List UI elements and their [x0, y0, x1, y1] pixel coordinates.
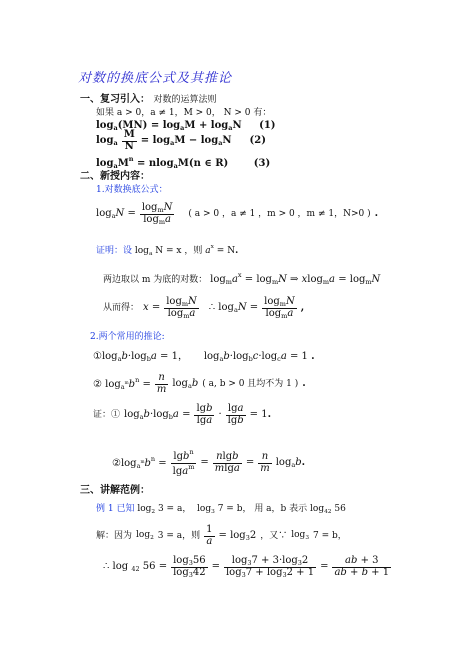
formula-condition: ( a > 0 ，a ≠ 1 ，m > 0 ，m ≠ 1，N>0 ): [188, 208, 371, 219]
item1-title: 1.对数换底公式：: [96, 185, 168, 195]
rule-condition: 如果 a > 0，a ≠ 1，M > 0， N > 0 有：: [96, 108, 272, 118]
proof2-prefix: 证：①: [93, 409, 121, 420]
solution-line: 解：因为 $\log_2$ 3 = a，则 $\frac{1}{a}$ = $\log_32$ ，又∵ $\log_3$ 7 = b，: [96, 524, 347, 547]
example-1: 例 1 已知 $\log_2 3 = a$， $\log_3 7 = b$， 用 a，b 表示 $\log_{42} 56$: [96, 504, 346, 515]
thus-line: 从而得： x = $\frac{\log_mN}{\log_ma}$ ∴ $\log_aN$ = $\frac{\log_mN}{\log_ma}$ ,: [103, 296, 305, 320]
both-sides-line: 两边取以 m 为底的对数： $\log_ma^x = \log_mN$ ⇒ $xlog_ma = \log_mN$: [103, 271, 381, 286]
corollary-proof-2: $②\log_{a^m}b^n$ = $\frac{\lg b^n}{\lg a^m}$ = $\frac{nlgb}{mlga}$ = $\frac{n}{m}$ $\log_ab$.: [112, 448, 306, 477]
section1-heading-text: 一、复习引入：: [80, 94, 150, 105]
proof-prefix: 证明：设: [96, 246, 133, 256]
solution-mid2: ，又∵: [260, 530, 288, 541]
proof-line: 证明：设 $\log_a N = x$ ，则 $a^x = N$.: [96, 244, 239, 257]
rule-3-label: (3): [253, 158, 271, 169]
corollary-2: ② $\log_{a^m}b^n$ = $\frac{n}{m}$ $\log_ab$ ( a, b > 0 且均不为 1 ) .: [93, 372, 306, 395]
section1-subtitle: 对数的运算法则: [153, 95, 217, 105]
corollary-proof-1: 证：① $\log_ab\cdot\log_ba$ = $\frac{\lg b}{\lg a}$ · $\frac{\lg a}{\lg b}$ = 1.: [93, 403, 272, 426]
section2-heading: 二、新授内容：: [80, 171, 150, 182]
change-of-base-formula: $\log_aN$ = $\frac{\log_mN}{\log_ma}$ ( a > 0 ，a ≠ 1 ，m > 0 ，m ≠ 1，N>0 ) .: [96, 202, 379, 226]
item2-title: 2.两个常用的推论:: [90, 332, 165, 342]
proof-mid: N = x ，则: [155, 246, 203, 256]
section1-heading: [80, 95, 217, 105]
example-mid2: 7 = b， 用 a，b 表示: [217, 504, 308, 514]
example-prefix: 例 1 已知: [96, 504, 135, 514]
solution-end: 7 = b，: [313, 530, 347, 541]
thus-text: 从而得：: [103, 302, 140, 313]
corollary-2-note: ( a, b > 0 且均不为 1 ): [202, 378, 299, 389]
solution-prefix: 解：因为: [96, 530, 133, 541]
rule-1-label: (1): [259, 120, 276, 131]
rule-1: $\log_a(MN) = \log_aM + \log_aN$ (1): [96, 120, 276, 132]
section3-heading: 三、讲解范例：: [80, 485, 150, 496]
rule-2-label: (2): [249, 135, 266, 146]
rule-3: $\log_aM^n = nlog_aM(n$ ∈ R) (3): [96, 155, 271, 170]
solution-result: ∴ log $_{42}$ 56 = $\frac{\log_356}{\log_342}$ = $\frac{\log_37 + 3\cdot\log_32}{\log_37 + \log_32 + 1}$ = $\frac{ab + 3}{ab + b + 1}$: [103, 555, 390, 579]
solution-mid: 3 = a，则: [157, 530, 201, 541]
proof-end: = N: [216, 246, 236, 256]
example-mid1: 3 = a，: [157, 504, 192, 514]
both-sides-text: 两边取以 m 为底的对数：: [103, 275, 208, 285]
page-title: 对数的换底公式及其推论: [78, 71, 233, 86]
example-num: 56: [334, 504, 346, 514]
rule-2: $\log_a$ $\frac{M}{N}$ = $\log_aM - \log_aN$ (2): [96, 129, 266, 152]
corollary-1: $①\log_ab\cdot\log_ba = 1$， $\log_ab\cdot\log_bc\cdot\log_ca = 1$ .: [93, 351, 315, 363]
